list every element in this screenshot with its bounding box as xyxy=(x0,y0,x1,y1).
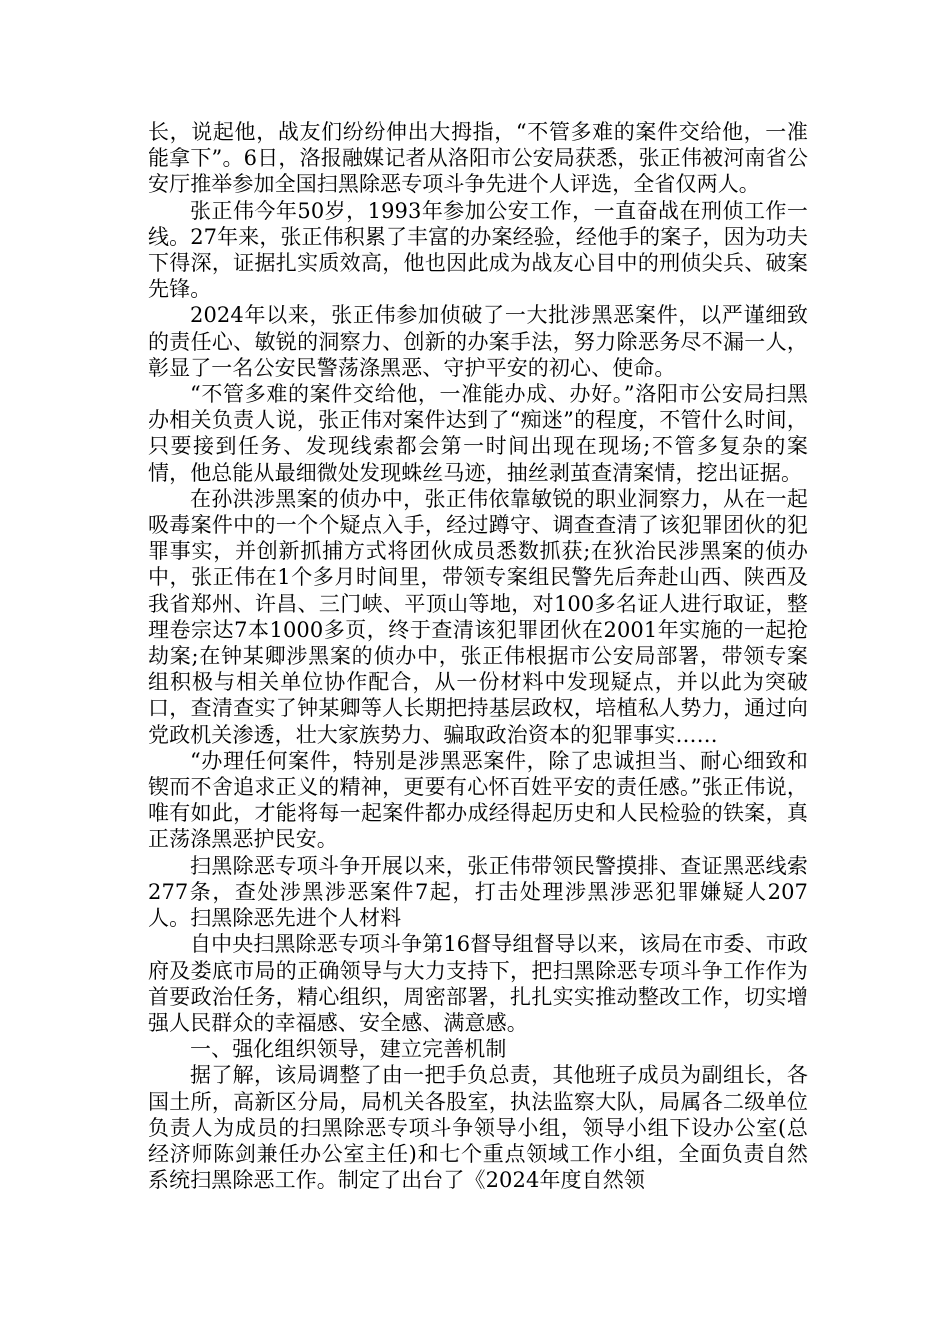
paragraph-6: “办理任何案件，特别是涉黑恶案件，除了忠诚担当、耐心细致和锲而不舍追求正义的精神，更要有心怀百姓平安的责任感。”张正伟说，唯有如此，才能将每一起案件都办成经得起历史和人民检验的铁案，真正荡涤黑恶护民安。 xyxy=(148,748,808,852)
paragraph-4: “不管多难的案件交给他，一准能办成、办好。”洛阳市公安局扫黑办相关负责人说，张正伟对案件达到了“痴迷”的程度，不管什么时间，只要接到任务、发现线索都会第一时间出现在现场;不管多复杂的案情，他总能从最细微处发现蛛丝马迹，抽丝剥茧查清案情，挖出证据。 xyxy=(148,382,808,485)
paragraph-7: 扫黑除恶专项斗争开展以来，张正伟带领民警摸排、查证黑恶线索277条，查处涉黑涉恶案件7起，打击处理涉黑涉恶犯罪嫌疑人207人。扫黑除恶先进个人材料 xyxy=(148,853,808,931)
paragraph-5: 在孙洪涉黑案的侦办中，张正伟依靠敏锐的职业洞察力，从在一起吸毒案件中的一个个疑点入手，经过蹲守、调查查清了该犯罪团伙的犯罪事实，并创新抓捕方式将团伙成员悉数抓获;在狄治民涉黑案的侦办中，张正伟在1个多月时间里，带领专案组民警先后奔赴山西、陕西及我省郑州、许昌、三门峡、平顶山等地，对100多名证人进行取证，整理卷宗达7本1000多页，终于查清该犯罪团伙在2001年实施的一起抢劫案;在钟某卿涉黑案的侦办中，张正伟根据市公安局部署，带领专案组积极与相关单位协作配合，从一份材料中发现疑点，并以此为突破口，查清查实了钟某卿等人长期把持基层政权，培植私人势力，通过向党政机关渗透，壮大家族势力、骗取政治资本的犯罪事实…… xyxy=(148,486,808,747)
document-body xyxy=(148,119,808,1193)
section-heading: 一、强化组织领导，建立完善机制 xyxy=(190,1037,507,1062)
paragraph-2: 张正伟今年50岁，1993年参加公安工作，一直奋战在刑侦工作一线。27年来，张正伟积累了丰富的办案经验，经他手的案子，因为功夫下得深，证据扎实质效高，他也因此成为战友心目中的刑侦尖兵、破案先锋。 xyxy=(148,198,808,302)
paragraph-8: 自中央扫黑除恶专项斗争第16督导组督导以来，该局在市委、市政府及娄底市局的正确领导与大力支持下，把扫黑除恶专项斗争工作作为首要政治任务，精心组织，周密部署，扎扎实实推动整改工作，切实增强人民群众的幸福感、安全感、满意感。 xyxy=(148,932,808,1035)
paragraph-1: 长，说起他，战友们纷纷伸出大拇指，“不管多难的案件交给他，一准能拿下”。6日，洛报融媒记者从洛阳市公安局获悉，张正伟被河南省公安厅推举参加全国扫黑除恶专项斗争先进个人评选，全省仅两人。 xyxy=(148,120,808,197)
paragraph-9: 据了解，该局调整了由一把手负总责，其他班子成员为副组长，各国土所，高新区分局，局机关各股室，执法监察大队，局属各二级单位负责人为成员的扫黑除恶专项斗争领导小组，领导小组下设办公室(总经济师陈剑兼任办公室主任)和七个重点领域工作小组，全面负责自然系统扫黑除恶工作。制定了出台了《2024年度自然领 xyxy=(148,1063,808,1193)
paragraph-3: 2024年以来，张正伟参加侦破了一大批涉黑恶案件，以严谨细致的责任心、敏锐的洞察力、创新的办案手法，努力除恶务尽不漏一人，彰显了一名公安民警荡涤黑恶、守护平安的初心、使命。 xyxy=(148,303,808,380)
